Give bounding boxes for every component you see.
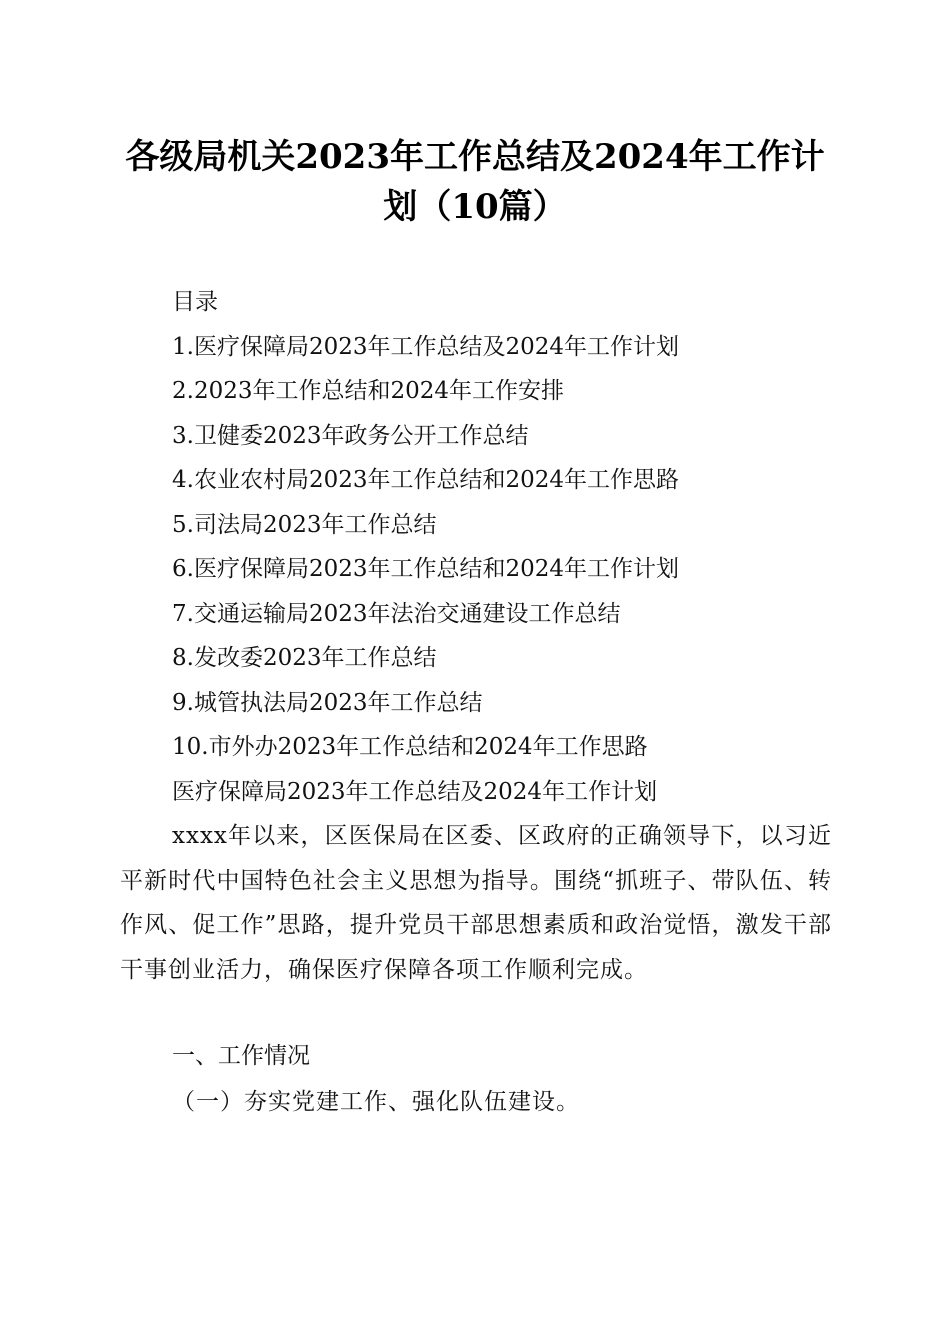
toc-item-8: 8.发改委2023年工作总结	[172, 645, 437, 671]
toc-item-10: 10.市外办2023年工作总结和2024年工作思路	[172, 734, 648, 760]
toc-label: 目录	[172, 289, 218, 315]
document-title	[100, 132, 850, 232]
subheading-party-building: （一）夯实党建工作、强化队伍建设。	[172, 1089, 580, 1115]
toc-item-1: 1.医疗保障局2023年工作总结及2024年工作计划	[172, 333, 680, 360]
intro-paragraph: xxxx年以来，区医保局在区委、区政府的正确领导下，以习近平新时代中国特色社会主义思想为指导。围绕“抓班子、带队伍、转作风、促工作”思路，提升党员干部思想素质和政治觉悟，激发干部干事创业活力，确保医疗保障各项工作顺利完成。	[120, 823, 832, 983]
toc-item-4: 4.农业农村局2023年工作总结和2024年工作思路	[172, 467, 680, 493]
heading-work-status: 一、工作情况	[172, 1043, 310, 1069]
toc-item-7: 7.交通运输局2023年法治交通建设工作总结	[172, 600, 621, 627]
document-title-line-2: 划（10篇）	[383, 187, 567, 227]
section-title: 医疗保障局2023年工作总结及2024年工作计划	[172, 778, 658, 805]
toc-item-6: 6.医疗保障局2023年工作总结和2024年工作计划	[172, 556, 680, 582]
toc-item-5: 5.司法局2023年工作总结	[172, 511, 437, 538]
toc-item-3: 3.卫健委2023年政务公开工作总结	[172, 422, 529, 449]
toc-item-2: 2.2023年工作总结和2024年工作安排	[172, 378, 565, 404]
toc-item-9: 9.城管执法局2023年工作总结	[172, 689, 483, 716]
table-of-contents	[172, 280, 872, 814]
document-title-line-1: 各级局机关2023年工作总结及2024年工作计	[125, 137, 825, 177]
body-text	[120, 814, 832, 992]
